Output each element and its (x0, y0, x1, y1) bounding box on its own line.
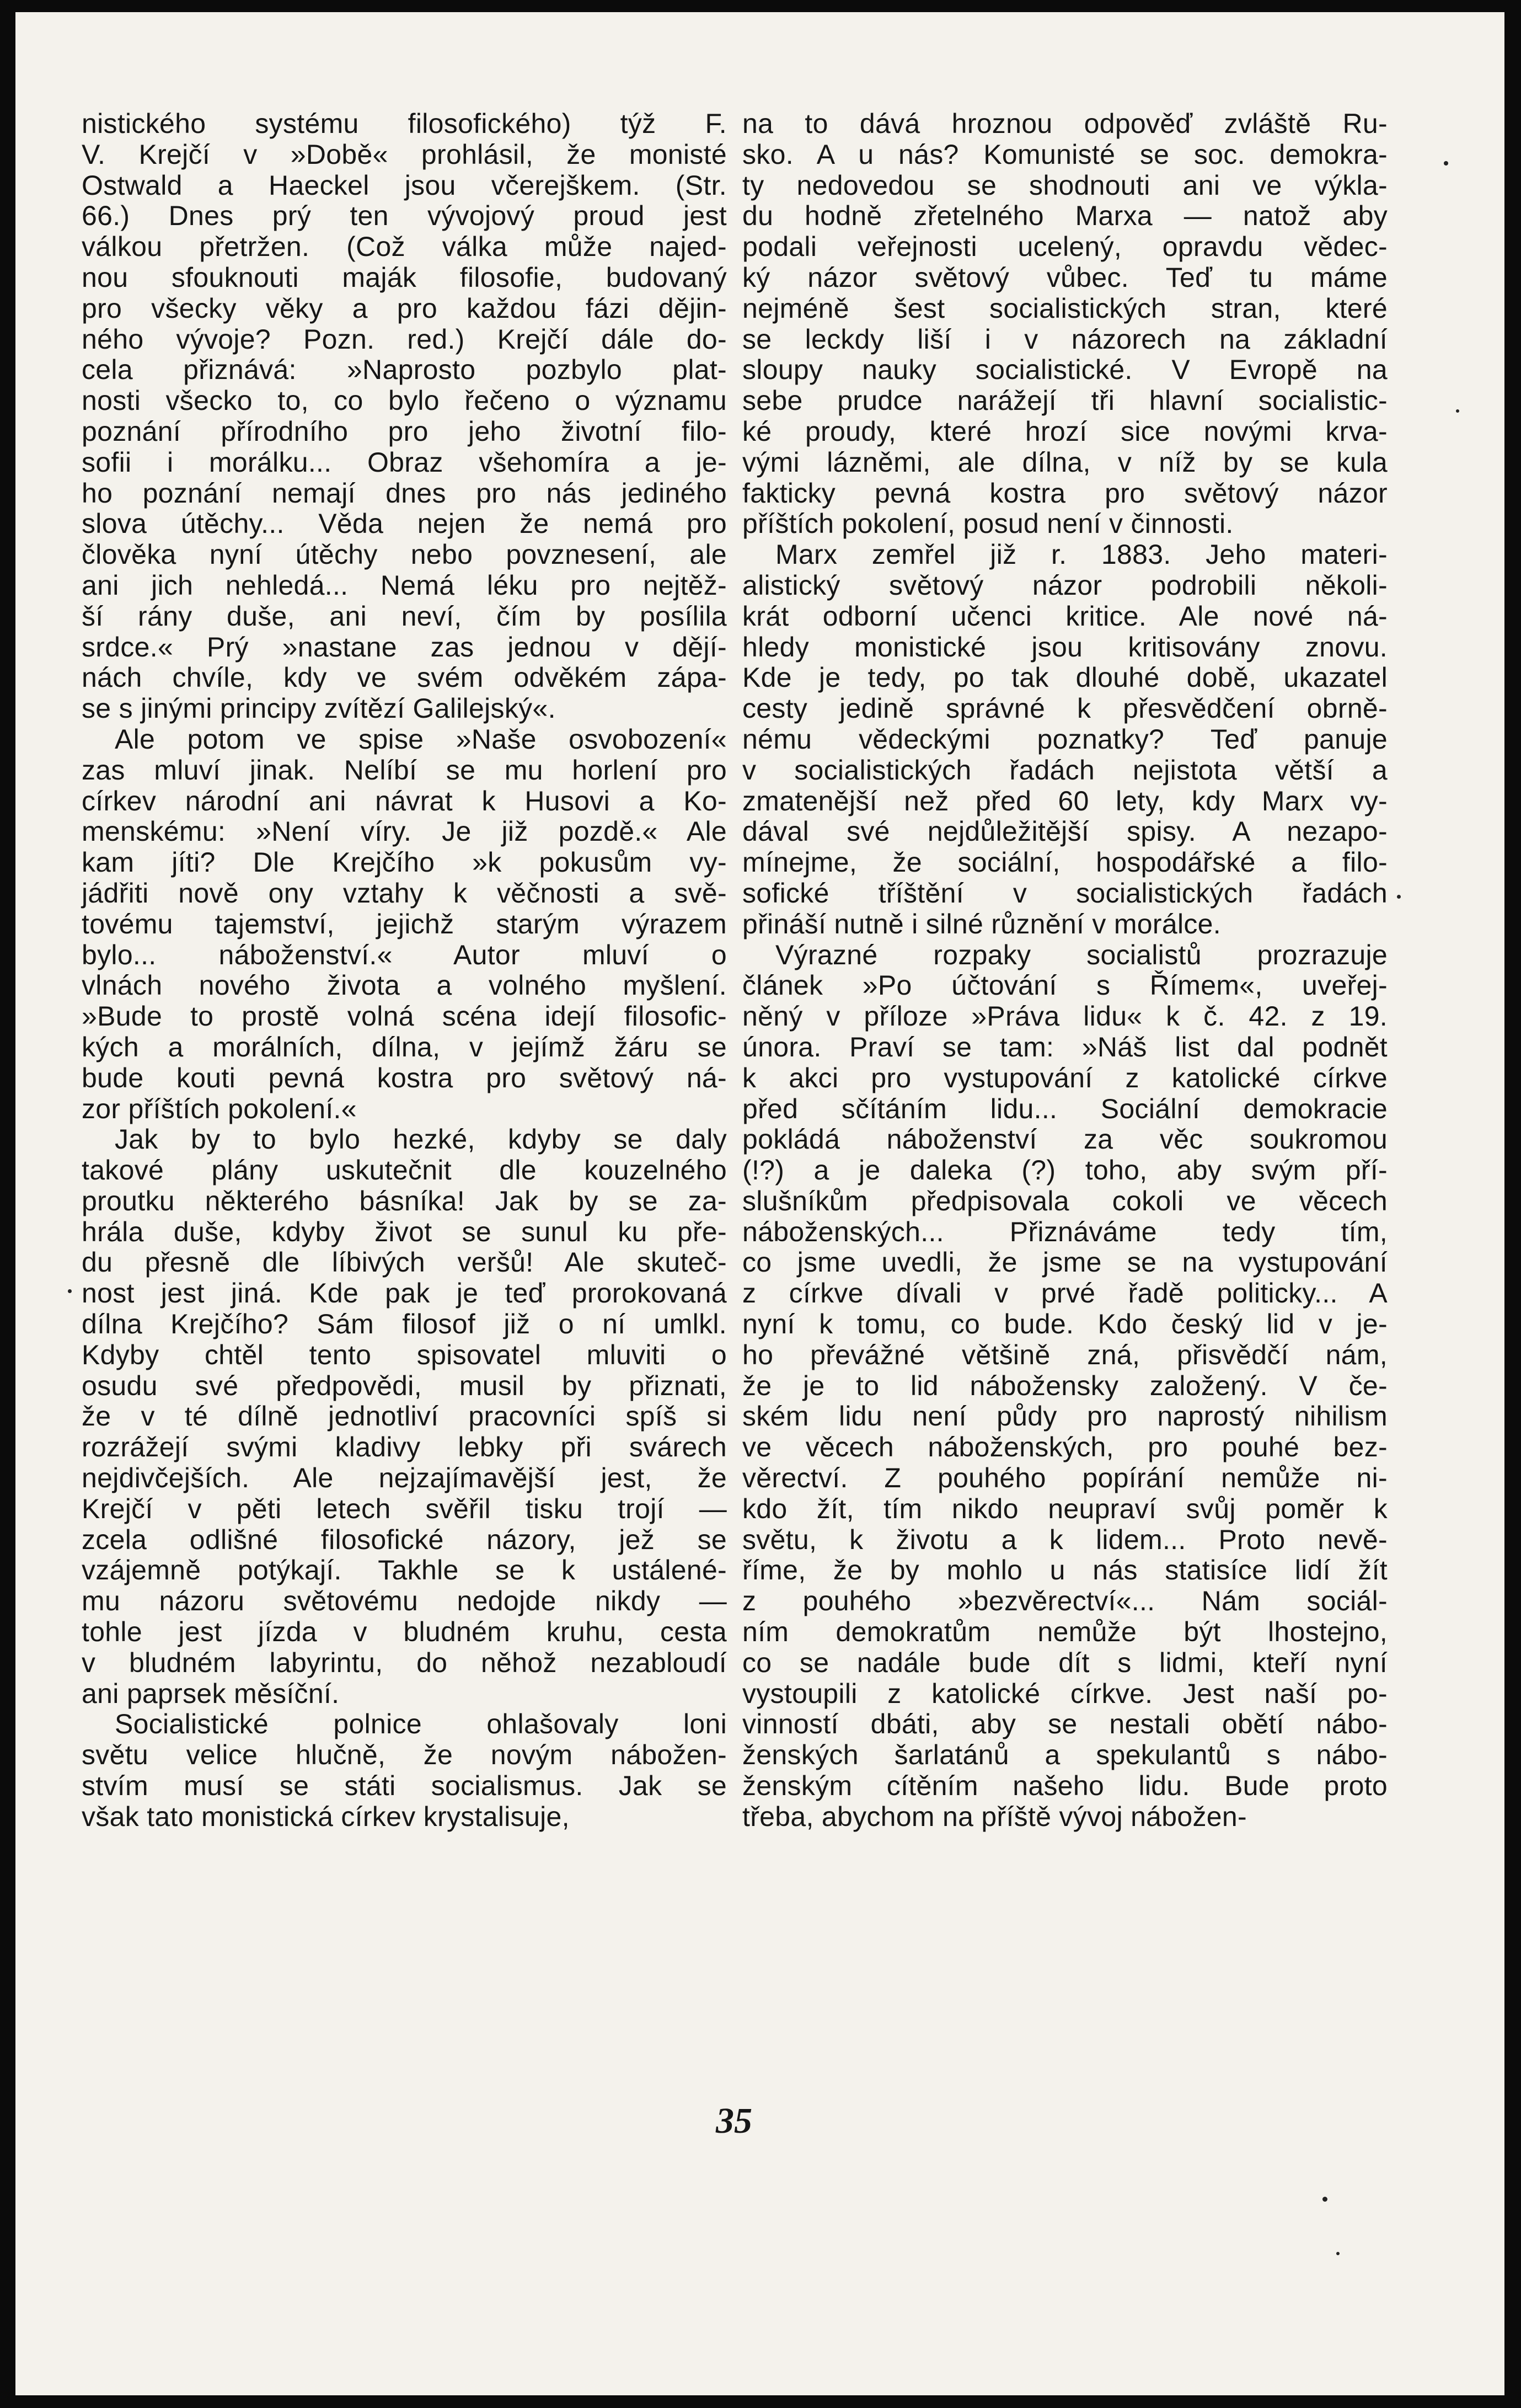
text-line: V. Krejčí v »Době« prohlásil, že monisté (82, 138, 727, 170)
text-line: du hodně zřetelného Marxa — natož aby (742, 200, 1388, 232)
text-line: nách chvíle, kdy ve svém odvěkém zápa- (82, 662, 727, 693)
text-line: proutku některého básníka! Jak by se za- (82, 1185, 727, 1216)
text-line: fakticky pevná kostra pro světový názor (742, 477, 1388, 509)
text-line: zcela odlišné filosofické názory, jež se (82, 1524, 727, 1555)
text-line: podali veřejnosti ucelený, opravdu vědec- (742, 231, 1388, 263)
text-line: článek »Po účtování s Římem«, uveřej- (742, 970, 1388, 1001)
text-line: v socialistických řadách nejistota větší a (742, 754, 1388, 786)
scan-speck (1397, 895, 1401, 899)
text-line: sofické tříštění v socialistických řadách (742, 877, 1388, 909)
text-line: bude kouti pevná kostra pro světový ná- (82, 1062, 727, 1093)
book-page (15, 12, 1504, 2395)
text-line: se leckdy liší i v názorech na základní (742, 323, 1388, 355)
text-line: poznání přírodního pro jeho životní filo- (82, 415, 727, 447)
text-line: února. Praví se tam: »Náš list dal podnět (742, 1031, 1388, 1062)
text-line: du přesně dle líbivých veršů! Ale skuteč- (82, 1247, 727, 1278)
text-line: zas mluví jinak. Nelíbí se mu horlení pro (82, 754, 727, 786)
text-line: ký názor světový vůbec. Teď tu máme (742, 261, 1388, 293)
text-line: na to dává hroznou odpověď zvláště Ru- (742, 108, 1388, 139)
text-line: dával své nejdůležitější spisy. A nezapo- (742, 816, 1388, 847)
text-line: k akci pro vystupování z katolické církve (742, 1062, 1388, 1093)
text-line: vlnách nového života a volného myšlení. (82, 970, 727, 1001)
text-line: sloupy nauky socialistické. V Evropě na (742, 354, 1388, 386)
text-line: mínejme, že sociální, hospodářské a filo- (742, 847, 1388, 878)
text-line: kých a morálních, dílna, v jejímž žáru se (82, 1031, 727, 1062)
text-line: kam jíti? Dle Krejčího »k pokusům vy- (82, 847, 727, 878)
scan-speck (1336, 2252, 1340, 2255)
text-line: sofii i morálku... Obraz všehomíra a je- (82, 446, 727, 478)
text-line: Kde je tedy, po tak dlouhé době, ukazatel (742, 662, 1388, 693)
text-line: nistického systému filosofického) týž F. (82, 108, 727, 139)
text-line: osudu své předpovědi, musil by přiznati, (82, 1370, 727, 1401)
text-line: hrála duše, kdyby život se sunul ku pře- (82, 1216, 727, 1247)
right-text-column (742, 109, 1388, 1833)
text-line: »Bude to prostě volná scéna idejí filosofic- (82, 1001, 727, 1032)
text-line: nosti všecko to, co bylo řečeno o významu (82, 385, 727, 417)
text-line: nyní k tomu, co bude. Kdo český lid v je- (742, 1309, 1388, 1340)
left-text-column (82, 109, 727, 1833)
text-line: nost jest jiná. Kde pak je teď prorokovaná (82, 1278, 727, 1309)
text-line: cesty jedině správné k přesvědčení obrně- (742, 693, 1388, 724)
text-line: Krejčí v pěti letech svěřil tisku trojí — (82, 1493, 727, 1524)
text-line: ženským cítěním našeho lidu. Bude proto (742, 1770, 1388, 1802)
text-line: rozrážejí svými kladivy lebky při svárech (82, 1432, 727, 1463)
text-line: mu názoru světovému nedojde nikdy — (82, 1585, 727, 1617)
text-line: přináší nutně i silné různění v morálce. (742, 908, 1221, 939)
text-line: nou sfouknouti maják filosofie, budovaný (82, 261, 727, 293)
text-line: nejdivčejších. Ale nejzajímavější jest, že (82, 1462, 727, 1494)
text-line: hledy monistické jsou kritisovány znovu. (742, 631, 1388, 663)
text-line: ve věcech náboženských, pro pouhé bez- (742, 1432, 1388, 1463)
text-line: co se nadále bude dít s lidmi, kteří nyní (742, 1647, 1388, 1678)
text-line: z pouhého »bezvěrectví«... Nám sociál- (742, 1585, 1388, 1617)
text-line: se s jinými principy zvítězí Galilejský«. (82, 693, 556, 724)
text-line: věrectví. Z pouhého popírání nemůže ni- (742, 1462, 1388, 1494)
page-number: 35 (716, 2101, 752, 2141)
text-line: válkou přetržen. (Což válka může najed- (82, 231, 727, 263)
text-line: nému vědeckými poznatky? Teď panuje (742, 723, 1388, 755)
text-line: ním demokratům nemůže být lhostejno, (742, 1616, 1388, 1648)
text-line: náboženských... Přiznáváme tedy tím, (742, 1216, 1388, 1247)
text-line: však tato monistická církev krystalisuje, (82, 1801, 570, 1832)
text-line: něný v příloze »Práva lidu« k č. 42. z 19. (742, 1001, 1388, 1032)
text-line: ty nedovedou se shodnouti ani ve výkla- (742, 169, 1388, 201)
text-line: slušníkům předpisovala cokoli ve věcech (742, 1185, 1388, 1216)
text-line: nejméně šest socialistických stran, které (742, 292, 1388, 324)
text-line: ském lidu není půdy pro naprostý nihilism (742, 1401, 1388, 1432)
text-line: že je to lid nábožensky založený. V če- (742, 1370, 1388, 1401)
text-line: před sčítáním lidu... Sociální demokracie (742, 1093, 1388, 1124)
text-line: ší rány duše, ani neví, čím by posílila (82, 600, 727, 632)
scan-speck (68, 1289, 72, 1293)
text-line: dílna Krejčího? Sám filosof již o ní umlkl. (82, 1309, 727, 1340)
text-line: že v té dílně jednotliví pracovníci spíš si (82, 1401, 727, 1432)
text-line: v bludném labyrintu, do něhož nezabloudí (82, 1647, 727, 1678)
text-line: stvím musí se státi socialismus. Jak se (82, 1770, 727, 1802)
text-line: zor příštích pokolení.« (82, 1093, 357, 1124)
text-line: alistický světový názor podrobili několi- (742, 569, 1388, 601)
text-line: vými lázněmi, ale dílna, v níž by se kula (742, 446, 1388, 478)
text-line: třeba, abychom na příště vývoj nábožen- (742, 1801, 1247, 1832)
text-line: menskému: »Není víry. Je již pozdě.« Ale (82, 816, 727, 847)
text-line: říme, že by mohlo u nás statisíce lidí žít (742, 1555, 1388, 1586)
text-line: Jak by to bylo hezké, kdyby se daly (115, 1124, 727, 1155)
text-line: krát odborní učenci kritice. Ale nové ná- (742, 600, 1388, 632)
text-line: vystoupili z katolické církve. Jest naší po- (742, 1678, 1388, 1709)
text-line: ani paprsek měsíční. (82, 1678, 340, 1709)
text-line: Ostwald a Haeckel jsou včerejškem. (Str. (82, 169, 727, 201)
text-line: (!?) a je daleka (?) toho, aby svým pří- (742, 1155, 1388, 1186)
text-line: Socialistické polnice ohlašovaly loni (115, 1708, 727, 1740)
text-line: bylo... náboženství.« Autor mluví o (82, 939, 727, 970)
text-line: ho převážné většině zná, přisvědčí nám, (742, 1339, 1388, 1370)
text-line: ké proudy, které hrozí sice novými krva- (742, 415, 1388, 447)
text-line: světu velice hlučně, že novým nábožen- (82, 1739, 727, 1771)
text-line: příštích pokolení, posud není v činnosti. (742, 508, 1234, 540)
text-line: člověka nyní útěchy nebo povznesení, ale (82, 539, 727, 570)
text-line: tovému tajemství, jejichž starým výrazem (82, 908, 727, 939)
text-line: kdo žít, tím nikdo neupraví svůj poměr k (742, 1493, 1388, 1524)
text-line: co jsme uvedli, že jsme se na vystupování (742, 1247, 1388, 1278)
scan-speck (1322, 2197, 1327, 2202)
text-line: zmatenější než před 60 lety, kdy Marx vy- (742, 785, 1388, 816)
text-line: cela přiznává: »Naprosto pozbylo plat- (82, 354, 727, 386)
text-line: z církve dívali v prvé řadě politicky... A (742, 1278, 1388, 1309)
text-line: sebe prudce narážejí tři hlavní socialistic- (742, 385, 1388, 417)
text-line: Výrazné rozpaky socialistů prozrazuje (775, 939, 1388, 970)
text-line: světu, k životu a k lidem... Proto nevě- (742, 1524, 1388, 1555)
text-line: ženských šarlatánů a spekulantů s nábo- (742, 1739, 1388, 1771)
scan-speck (1444, 161, 1448, 165)
text-line: jádřiti nově ony vztahy k věčnosti a svě- (82, 877, 727, 909)
text-line: ani jich nehledá... Nemá léku pro nejtěž- (82, 569, 727, 601)
text-line: slova útěchy... Věda nejen že nemá pro (82, 508, 727, 540)
text-line: pokládá náboženství za věc soukromou (742, 1124, 1388, 1155)
text-line: pro všecky věky a pro každou fázi dějin- (82, 292, 727, 324)
text-line: vinností dbáti, aby se nestali obětí nábo- (742, 1708, 1388, 1740)
text-line: ného vývoje? Pozn. red.) Krejčí dále do- (82, 323, 727, 355)
text-line: srdce.« Prý »nastane zas jednou v dějí- (82, 631, 727, 663)
text-line: tohle jest jízda v bludném kruhu, cesta (82, 1616, 727, 1648)
text-line: 66.) Dnes prý ten vývojový proud jest (82, 200, 727, 232)
text-line: ho poznání nemají dnes pro nás jediného (82, 477, 727, 509)
text-line: vzájemně potýkají. Takhle se k ustálené- (82, 1555, 727, 1586)
text-line: Ale potom ve spise »Naše osvobození« (115, 723, 727, 755)
text-line: Kdyby chtěl tento spisovatel mluviti o (82, 1339, 727, 1370)
text-line: takové plány uskutečnit dle kouzelného (82, 1155, 727, 1186)
text-line: sko. A u nás? Komunisté se soc. demokra- (742, 138, 1388, 170)
text-line: církev národní ani návrat k Husovi a Ko- (82, 785, 727, 816)
text-line: Marx zemřel již r. 1883. Jeho materi- (775, 539, 1388, 570)
scan-speck (1456, 409, 1459, 413)
